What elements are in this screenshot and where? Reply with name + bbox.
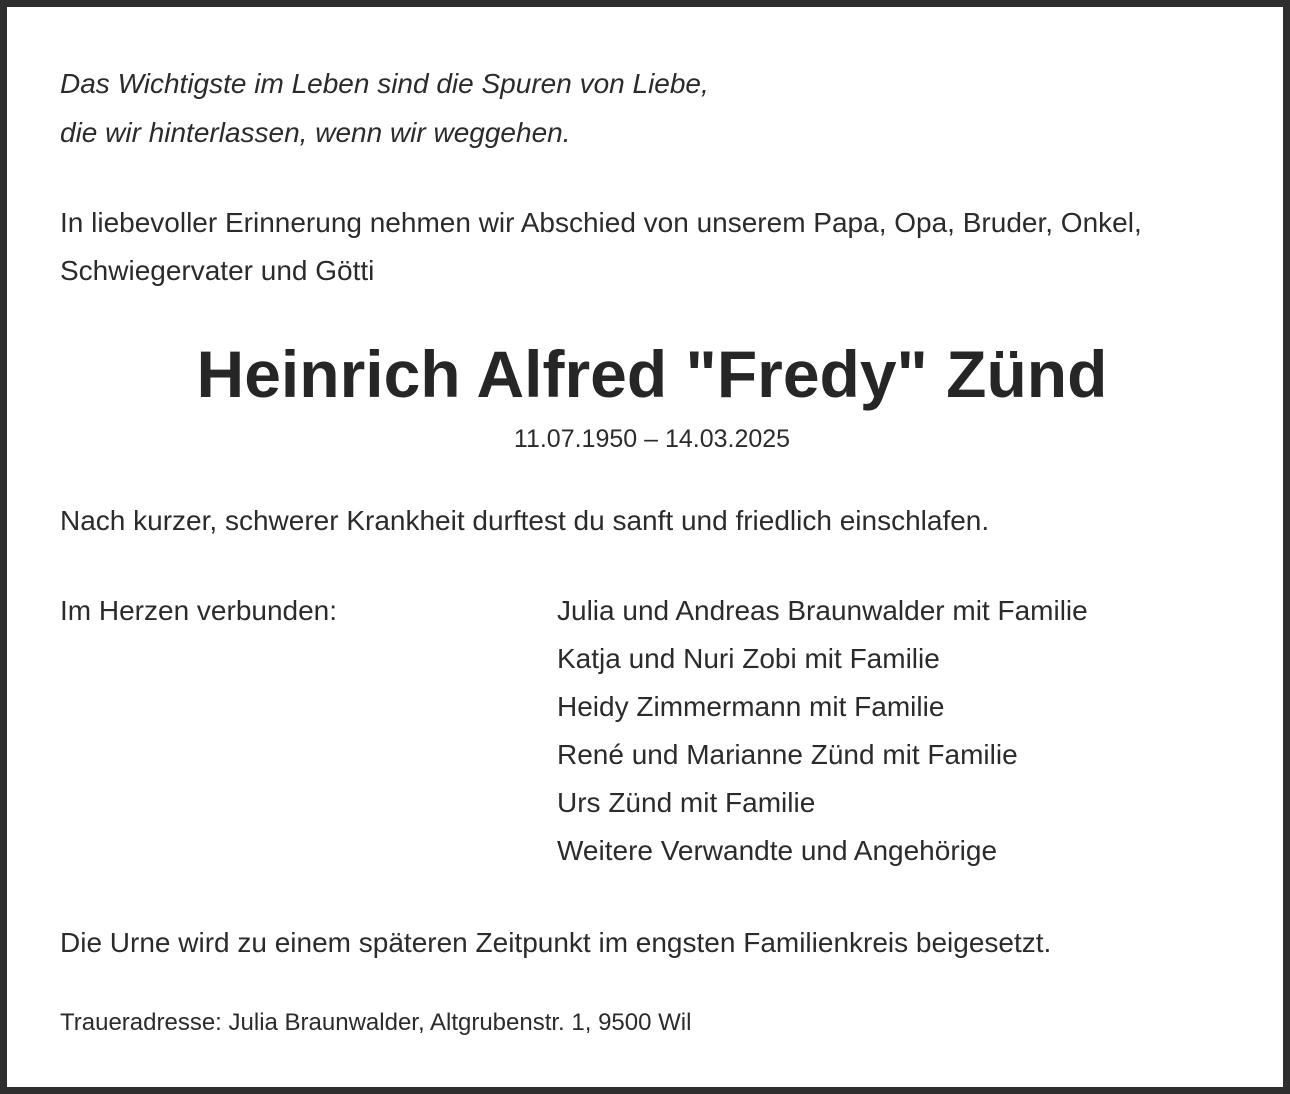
mourner-item: Urs Zünd mit Familie	[557, 787, 816, 818]
life-dates: 11.07.1950 – 14.03.2025	[513, 425, 791, 453]
intro-line-1: In liebevoller Erinnerung nehmen wir Abschied von unserem Papa, Opa, Bruder, Onkel,	[60, 207, 1142, 238]
quote-line-2: die wir hinterlassen, wenn wir weggehen.	[60, 117, 571, 148]
mourner-item: René und Marianne Zünd mit Familie	[557, 739, 1018, 770]
farewell-message: Nach kurzer, schwerer Krankheit durftest du sanft und friedlich einschlafen.	[60, 505, 990, 536]
mourner-item: Weitere Verwandte und Angehörige	[557, 835, 998, 866]
burial-note: Die Urne wird zu einem späteren Zeitpunkt im engsten Familienkreis beigesetzt.	[60, 927, 1052, 958]
quote-line-1: Das Wichtigste im Leben sind die Spuren von Liebe,	[60, 68, 709, 99]
mourners-label: Im Herzen verbunden:	[60, 595, 338, 626]
mourner-item: Julia und Andreas Braunwalder mit Familie	[557, 595, 1088, 626]
mourner-item: Katja und Nuri Zobi mit Familie	[557, 643, 940, 674]
mourning-address: Traueradresse: Julia Braunwalder, Altgrubenstr. 1, 9500 Wil	[60, 1009, 692, 1036]
mourner-item: Heidy Zimmermann mit Familie	[557, 691, 945, 722]
mourners-list	[557, 587, 1088, 875]
deceased-name: Heinrich Alfred "Fredy" Zünd	[196, 337, 1108, 411]
intro-line-2: Schwiegervater und Götti	[60, 255, 375, 286]
